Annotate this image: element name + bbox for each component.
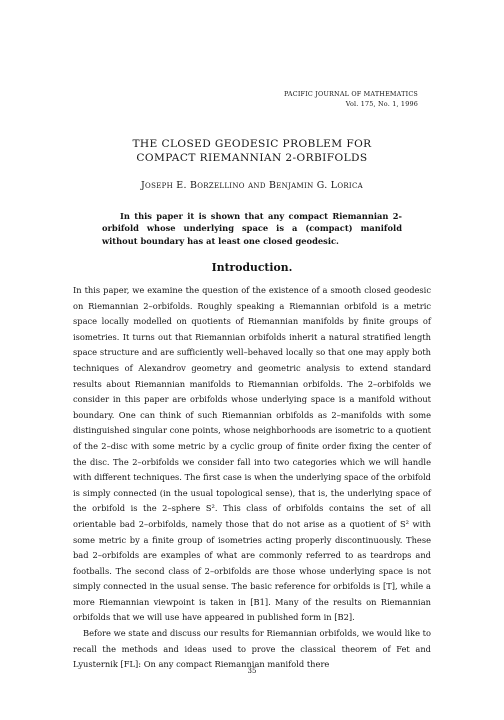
- journal-name: PACIFIC JOURNAL OF MATHEMATICS: [284, 90, 418, 98]
- journal-volume: Vol. 175, No. 1, 1996: [345, 99, 418, 108]
- paper-title-line-1: THE CLOSED GEODESIC PROBLEM FOR: [132, 138, 372, 150]
- abstract: In this paper it is shown that any compact Riemannian 2-orbifold whose underlying space is a (compact) manifold without boundary has at least one closed geodesic.: [102, 211, 402, 246]
- paper-title-line-2: COMPACT RIEMANNIAN 2-ORBIFOLDS: [136, 151, 368, 164]
- section-heading-introduction: Introduction.: [211, 261, 293, 274]
- journal-header: [284, 90, 418, 109]
- paper-title: [0, 138, 504, 165]
- paper-authors: Joseph E. Borzellino and Benjamin G. Lorica: [141, 180, 363, 191]
- body-text: [73, 283, 431, 673]
- body-paragraph: In this paper, we examine the question of the existence of a smooth closed geodesic on Riemannian 2–orbifolds. Roughly speaking a Riemannian orbifold is a metric space locally modelled on quotients of Riemannian manifolds by finite groups of isometries. It turns out that Riemannian orbifolds inherit a natural stratified length space structure and are sufficiently well–behaved locally so that one may apply both techniques of Alexandrov geometry and geometric analysis to extend standard results about Riemannian manifolds to Riemannian orbifolds. The 2–orbifolds we consider in this paper are orbifolds whose underlying space is a manifold without boundary. One can think of such Riemannian orbifolds as 2–manifolds with some distinguished singular cone points, whose neighborhoods are isometric to a quotient of the 2–disc with some metric by a cyclic group of finite order fixing the center of the disc. The 2–orbifolds we consider fall into two categories which we will handle with different techniques. The first case is when the underlying space of the orbifold is simply connected (in the usual topological sense), that is, the underlying space of the orbifold is the 2–sphere S². This class of orbifolds contains the set of all orientable bad 2–orbifolds, namely those that do not arise as a quotient of S² with some metric by a finite group of isometries acting properly discontinuously. These bad 2–orbifolds are examples of what are commonly referred to as teardrops and footballs. The second class of 2–orbifolds are those whose underlying space is not simply connected in the usual sense. The basic reference for orbifolds is [T], while a more Riemannian viewpoint is taken in [B1]. Many of the results on Riemannian orbifolds that we will use have appeared in published form in [B2].: [73, 285, 431, 623]
- body-paragraph: Before we state and discuss our results for Riemannian orbifolds, we would like to recall the methods and ideas used to prove the classical theorem of Fet and Lyusternik [FL]: On any compact Riemannian manifold there: [73, 628, 431, 670]
- page-number: 35: [247, 667, 257, 675]
